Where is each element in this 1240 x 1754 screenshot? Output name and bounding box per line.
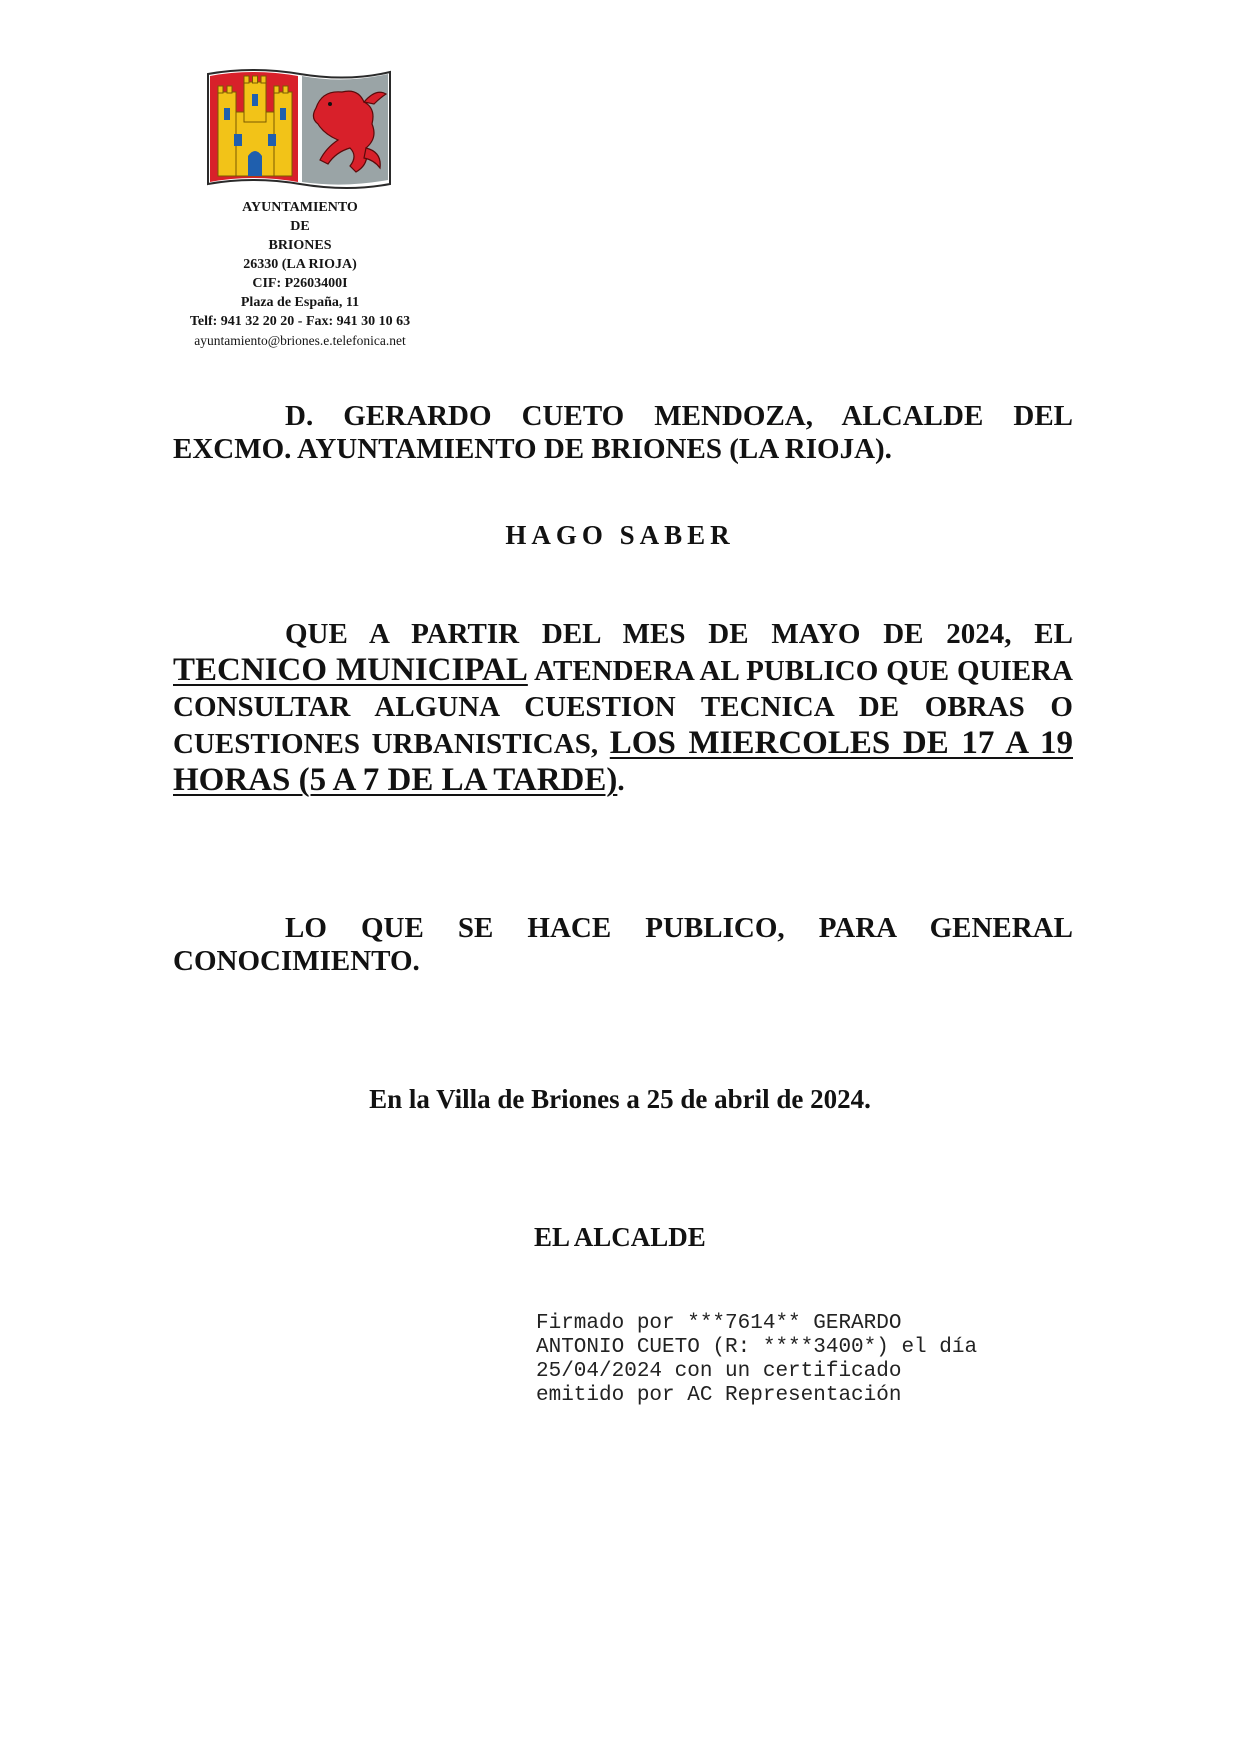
coat-of-arms-icon	[204, 68, 394, 190]
notice-emphasis-technician: TECNICO MUNICIPAL	[173, 652, 528, 688]
municipality-name: BRIONES	[268, 238, 332, 253]
signature-line: emitido por AC Representación	[536, 1384, 902, 1407]
letterhead-text	[160, 198, 440, 350]
signature-line: 25/04/2024 con un certificado	[536, 1360, 902, 1383]
authority-statement	[173, 400, 1073, 466]
digital-signature-block	[536, 1312, 1056, 1408]
notice-body	[173, 616, 1073, 799]
authority-text: D. GERARDO CUETO MENDOZA, ALCALDE DEL EXCMO. AYUNTAMIENTO DE BRIONES (LA RIOJA).	[173, 400, 1073, 465]
phone-fax: Telf: 941 32 20 20 - Fax: 941 30 10 63	[189, 314, 411, 329]
notice-emphasis-schedule: LOS MIERCOLES DE 17 A 19 HORAS (5 A 7 DE LA TARDE)	[173, 725, 1073, 798]
municipality-label-de: DE	[290, 219, 310, 234]
publicity-text: LO QUE SE HACE PUBLICO, PARA GENERAL CONOCIMIENTO.	[173, 912, 1073, 977]
signatory-title: EL ALCALDE	[534, 1222, 706, 1252]
municipality-label: AYUNTAMIENTO	[242, 200, 358, 215]
tax-id: CIF: P2603400I	[252, 276, 348, 291]
notice-text-1: QUE A PARTIR DEL MES DE MAYO DE 2024, EL	[285, 618, 1073, 650]
email-address: ayuntamiento@briones.e.telefonica.net	[194, 333, 406, 348]
postal-code-region: 26330 (LA RIOJA)	[243, 257, 357, 272]
publicity-statement	[173, 912, 1073, 978]
signature-line: ANTONIO CUETO (R: ****3400*) el día	[536, 1336, 978, 1359]
signature-line: Firmado por ***7614** GERARDO	[536, 1312, 902, 1335]
dateline: En la Villa de Briones a 25 de abril de 2024.	[369, 1084, 871, 1114]
notice-text-2: ATENDERA AL PUBLICO QUE QUIERA CONSULTAR ALGUNA CUESTION TECNICA DE OBRAS O CUESTIONES URBANISTICAS,	[173, 655, 1073, 760]
notice-heading: HAGO SABER	[505, 520, 735, 550]
street-address: Plaza de España, 11	[240, 295, 360, 310]
notice-text-3: .	[617, 765, 625, 797]
